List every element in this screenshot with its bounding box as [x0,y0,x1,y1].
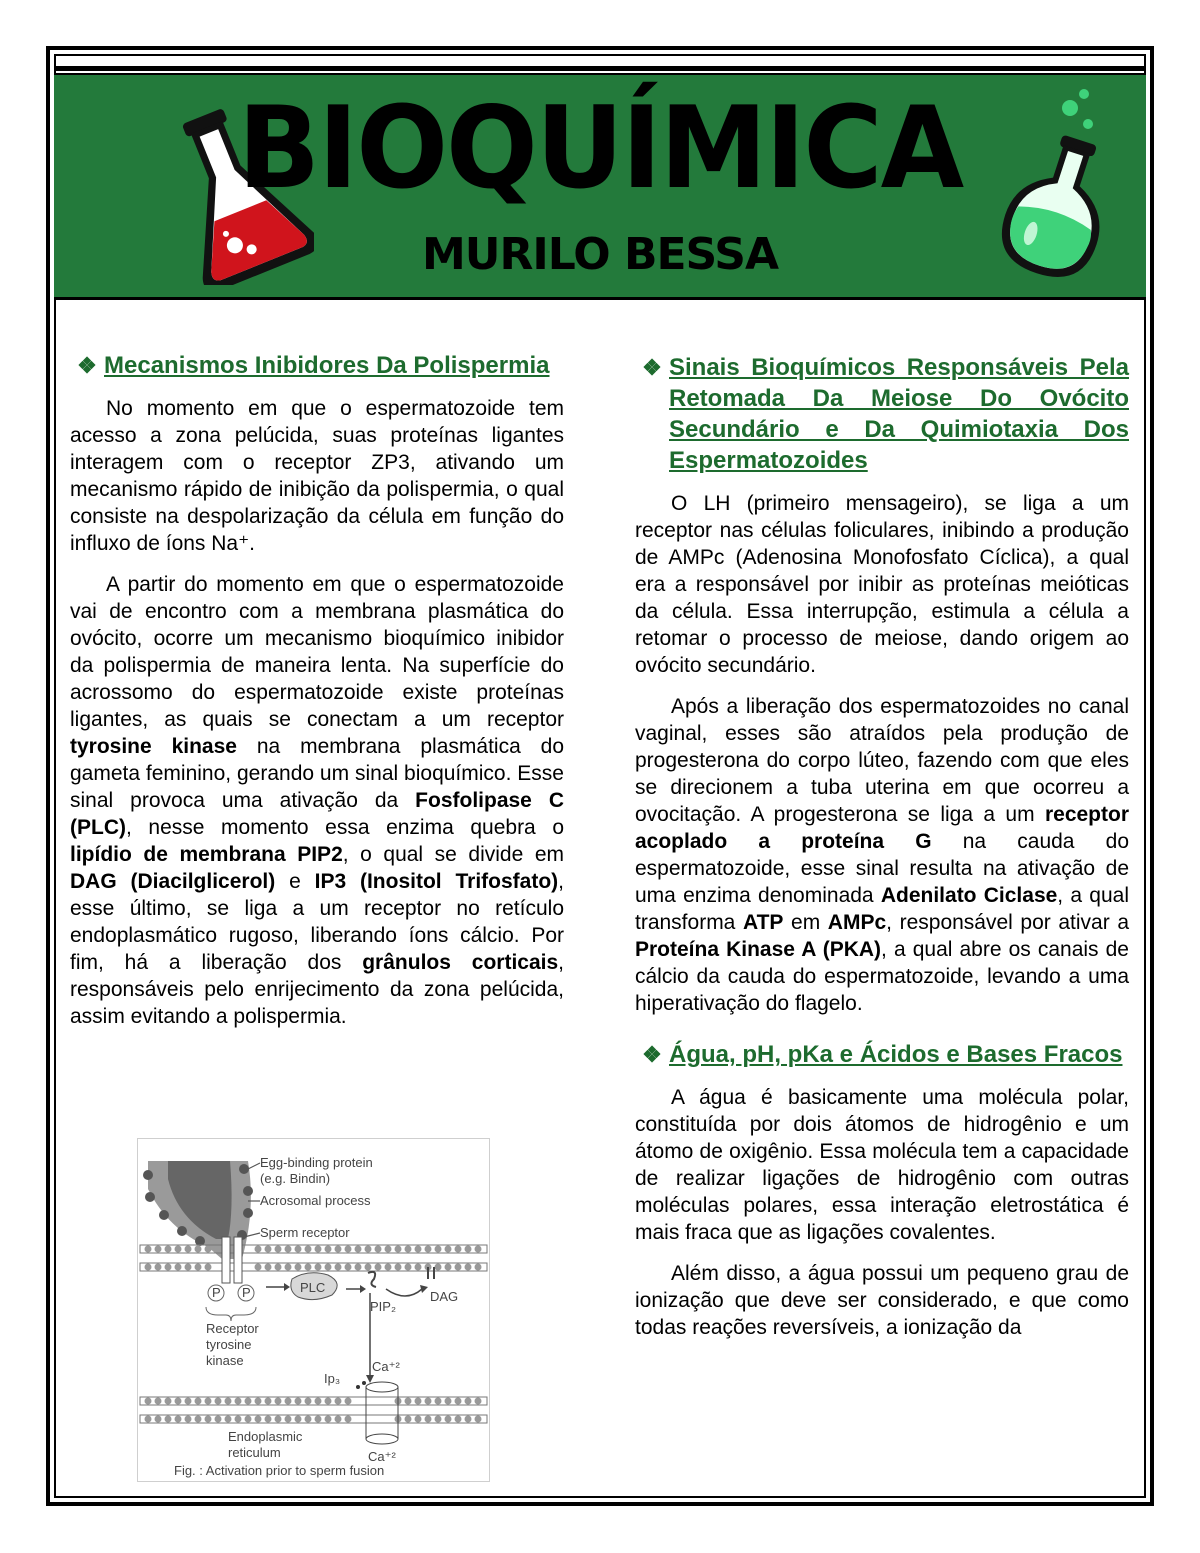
paragraph [635,693,1129,1017]
bold-term: lipídio de membrana PIP2 [70,843,343,866]
text-span: No momento em que o espermatozoide tem acesso a zona pelúcida, suas proteínas ligantes interagem com o receptor ZP3, ativando um mecanismo rápido de inibição da polispermia, o qual consiste na despolarização da célula em função do influxo de íons Na⁺. [70,397,564,555]
bold-term: IP3 (Inositol Trifosfato) [314,870,559,893]
label-er-2: reticulum [228,1445,281,1460]
text-span: Além disso, a água possui um pequeno grau de ionização que deve ser considerado, e que como todas reações reversíveis, a ionização da [635,1262,1129,1339]
heading-text: Água, pH, pKa e Ácidos e Bases Fracos [669,1041,1123,1068]
figure-caption: Fig. : Activation prior to sperm fusion [174,1463,385,1478]
text-span: , nesse momento essa enzima quebra o [126,816,564,839]
label-egg-binding-eg: (e.g. Bindin) [260,1171,331,1186]
label-receptor-2: tyrosine [206,1337,252,1352]
text-span: , o qual se divide em [342,843,564,866]
label-p2: P [242,1285,251,1300]
right-column [635,352,1129,1355]
bold-term: tyrosine kinase [70,735,237,758]
heading-text: Sinais Bioquímicos Responsáveis Pela Retomada Da Meiose Do Ovócito Secundário e Da Quimiotaxia Dos Espermatozoides [669,354,1129,474]
text-span: O LH (primeiro mensageiro), se liga a um receptor nas células foliculares, inibindo a produção de AMPc (Adenosina Monofosfato Cíclica), a qual era a responsável por inibir as proteínas meióticas da célula. Essa interrupção, estimula a célula a retomar o processo de meiose, dando origem ao ovócito secundário. [635,492,1129,677]
text-span: , responsáveis pelo enrijecimento da zona pelúcida, assim evitando a polispermia. [70,951,564,1028]
bold-term: ATP [742,911,784,934]
paragraph [70,571,564,1030]
section-heading-polispermia [70,350,564,381]
paragraph [635,1084,1129,1246]
bold-term: grânulos corticais [362,951,559,974]
label-er-1: Endoplasmic [228,1429,303,1444]
bold-term: receptor acoplado a proteína G [635,803,1129,853]
figure-diagram [138,1139,489,1481]
bold-term: DAG (Diacilglicerol) [70,870,276,893]
section-heading-sinais [635,352,1129,476]
diamond-bullet-icon: ❖ [642,1042,662,1067]
label-receptor-1: Receptor [206,1321,259,1336]
label-egg-binding: Egg-binding protein [260,1155,373,1170]
header-banner [54,73,1146,300]
right-paragraphs-2 [635,1084,1129,1341]
paragraph [635,1260,1129,1341]
left-paragraphs [70,395,564,1030]
banner-subtitle: MURILO BESSA [421,229,778,280]
text-span: na membrana plasmática do gameta feminino, gerando um sinal bioquímico. Esse sinal provoca uma ativação da [70,735,564,812]
bold-term: Proteína Kinase A (PKA) [635,938,882,961]
text-span: A água é basicamente uma molécula polar, constituída por dois átomos de hidrogênio e um átomo de oxigênio. Essa molécula tem a capacidade de realizar ligações de hidrogênio com outras moléculas polares, essa interação eletrostática é mais fraca que as ligações covalentes. [635,1086,1129,1244]
green-flask-icon [984,80,1124,290]
bold-term: AMPc [827,911,887,934]
bold-term: Fosfolipase C (PLC) [70,789,564,839]
text-span: , a qual transforma [635,884,1129,934]
paragraph [70,395,564,557]
label-p1: P [212,1285,221,1300]
section-heading-agua [635,1039,1129,1070]
label-dag: DAG [430,1289,459,1304]
text-span: , responsável por ativar a [886,911,1129,934]
left-column [70,350,564,1044]
text-span: na cauda do espermatozoide, esse sinal resulta na ativação de uma enzima denominada [635,830,1130,907]
heading-text: Mecanismos Inibidores Da Polispermia [104,352,550,379]
diamond-bullet-icon: ❖ [77,353,97,378]
text-span: , a qual abre os canais de cálcio da cauda do espermatozoide, levando a uma hiperativação do flagelo. [635,938,1129,1015]
text-span: em [783,911,828,934]
activation-figure [137,1138,490,1482]
label-sperm-receptor: Sperm receptor [260,1225,350,1240]
label-acrosomal: Acrosomal process [260,1193,371,1208]
bold-term: Adenilato Ciclase [880,884,1058,907]
label-receptor-3: kinase [206,1353,244,1368]
text-span: e [275,870,315,893]
label-ip3: Ip₃ [324,1371,341,1386]
text-span: A partir do momento em que o espermatozoide vai de encontro com a membrana plasmática do ovócito, ocorre um mecanismo bioquímico inibidor da polispermia de maneira lenta. Na superfície do acrossomo do espermatozoide existe proteínas ligantes, as quais se conectam a um receptor [70,573,564,731]
label-plc: PLC [300,1280,326,1295]
banner-title: BIOQUÍMICA [237,82,963,215]
diamond-bullet-icon: ❖ [642,355,662,380]
label-pip2: PIP₂ [370,1299,396,1314]
paragraph [635,490,1129,679]
label-ca-bottom: Ca⁺² [368,1449,396,1464]
text-span: Após a liberação dos espermatozoides no canal vaginal, esses são atraídos pela produção de progesterona do corpo lúteo, fazendo com que eles se direcionem a tuba uterina em que ocorreu a ovocitação. A progesterona se liga a um [635,695,1129,826]
label-ca-top: Ca⁺² [372,1359,400,1374]
text-span: , esse último, se liga a um receptor no retículo endoplasmático rugoso, liberando íons cálcio. Por fim, há a liberação dos [70,870,564,974]
top-rule [54,66,1146,71]
right-paragraphs-1 [635,490,1129,1017]
